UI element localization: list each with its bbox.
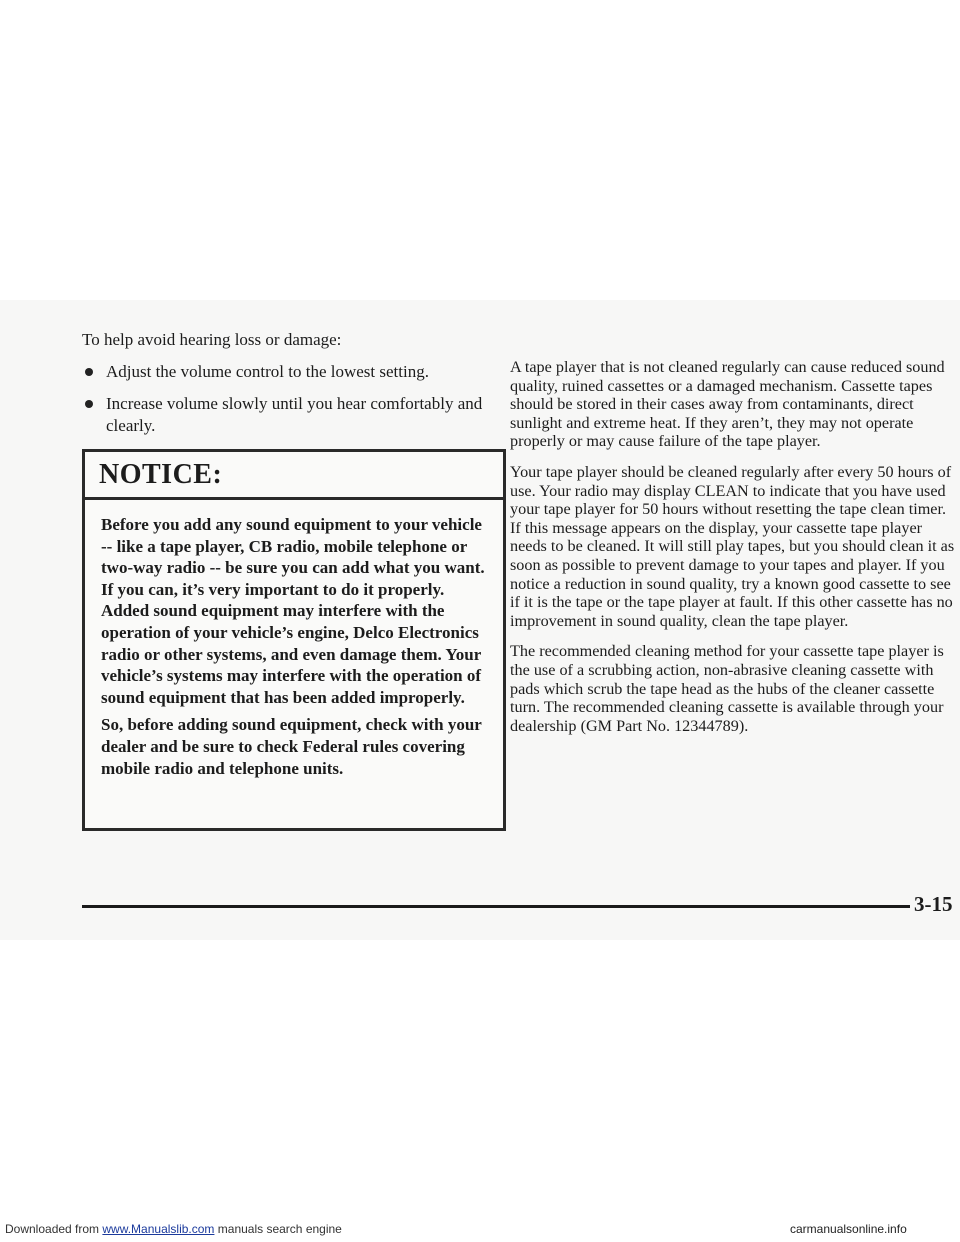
notice-header xyxy=(85,452,503,500)
left-column xyxy=(82,329,512,447)
bullet-dot-icon xyxy=(85,368,93,376)
notice-body xyxy=(85,500,503,779)
notice-paragraph: So, before adding sound equipment, check with your dealer and be sure to check Federal rules covering mobile radio and telephone units. xyxy=(101,715,482,778)
footer-rule xyxy=(82,905,910,908)
watermark-suffix: manuals search engine xyxy=(214,1222,342,1236)
body-paragraph: A tape player that is not cleaned regularly can cause reduced sound quality, ruined cassettes or a damaged mechanism. Cassette tapes should be stored in their cases away from contaminants, direct sunlight and extreme heat. If they aren’t, they may not operate properly or may cause failure of the tape player. xyxy=(510,358,945,451)
bullet-item xyxy=(82,393,512,437)
body-paragraph: Your tape player should be cleaned regularly after every 50 hours of use. Your radio may display CLEAN to indicate that you have used your tape player for 50 hours without resetting the tape clean timer. If this message appears on the display, your cassette tape player needs to be cleaned. It will still play tapes, but you should clean it as soon as possible to prevent damage to your tapes and player. If you notice a reduction in sound quality, try a known good cassette to see if it is the tape or the tape player at fault. If this other cassette has no improvement in sound quality, clean the tape player. xyxy=(510,462,955,630)
bullet-text: Increase volume slowly until you hear comfortably and clearly. xyxy=(106,394,483,435)
bullet-text: Adjust the volume control to the lowest setting. xyxy=(106,362,429,381)
bullet-dot-icon xyxy=(85,400,93,408)
manualslib-link[interactable]: www.Manualslib.com xyxy=(102,1222,215,1236)
page-number: 3-15 xyxy=(914,892,953,916)
download-watermark xyxy=(5,1222,342,1236)
right-column xyxy=(510,358,958,747)
bullet-item xyxy=(82,361,512,383)
notice-title: NOTICE: xyxy=(99,458,223,490)
notice-paragraph: Before you add any sound equipment to your vehicle -- like a tape player, CB radio, mobile telephone or two-way radio -- be sure you can add what you want. If you can, it’s very important to do it properly. Added sound equipment may interfere with the operation of your vehicle’s engine, Delco Electronics radio or other systems, and even damage them. Your vehicle’s systems may interfere with the operation of sound equipment that has been added improperly. xyxy=(101,515,485,707)
body-paragraph: The recommended cleaning method for your cassette tape player is the use of a scrubbing action, non-abrasive cleaning cassette with pads which scrub the tape head as the hubs of the cleaner cassette turn. The recommended cleaning cassette is available through your dealership (GM Part No. 12344789). xyxy=(510,642,944,735)
watermark-prefix: Downloaded from xyxy=(5,1222,103,1236)
notice-box xyxy=(82,449,506,831)
intro-text: To help avoid hearing loss or damage: xyxy=(82,330,342,349)
site-watermark: carmanualsonline.info xyxy=(790,1222,907,1236)
